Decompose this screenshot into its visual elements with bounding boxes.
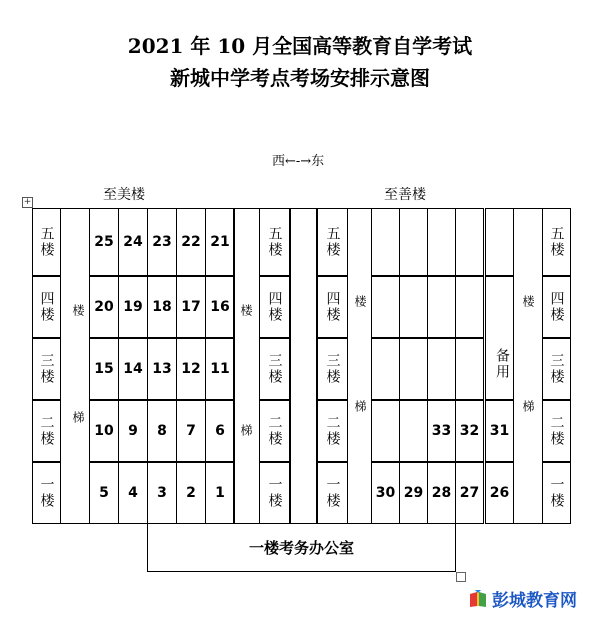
room-cell-left	[118, 208, 148, 276]
room-cell-left-label: 2	[186, 485, 196, 501]
room-cell-left	[89, 208, 119, 276]
room-cell-left-label: 22	[181, 234, 201, 250]
seating-map-grid	[32, 208, 571, 524]
floor-label-3-2-label: 三楼	[548, 353, 565, 385]
floor-label-0-3-label: 二楼	[38, 415, 55, 447]
building-label-right: 至善楼	[384, 187, 426, 203]
room-cell-left-label: 11	[210, 361, 230, 377]
table-resize-handle-icon[interactable]	[456, 572, 466, 582]
room-cell-right-label: 27	[459, 485, 480, 501]
title-line-1: 2021 年 10 月全国高等教育自学考试	[127, 34, 473, 58]
stairwell-0	[60, 208, 90, 524]
room-cell-left	[176, 276, 206, 338]
stair-label-top: 楼	[239, 304, 253, 316]
floor-label-1-0-label: 五楼	[266, 226, 283, 258]
room-cell-right	[371, 208, 400, 276]
room-cell-left-label: 9	[128, 423, 138, 439]
room-cell-right	[427, 208, 456, 276]
floor-label-2-4-label: 一楼	[324, 477, 341, 509]
room-cell-left-label: 21	[210, 234, 230, 250]
room-cell-left-label: 18	[152, 299, 172, 315]
floor-label-3-3	[542, 400, 571, 462]
room-cell-left	[89, 462, 119, 524]
room-cell-left-label: 14	[123, 361, 143, 377]
floor-label-0-0	[32, 208, 61, 276]
room-cell-right-label: 33	[431, 423, 452, 439]
title-line-2: 新城中学考点考场安排示意图	[170, 66, 430, 90]
room-cell-left	[89, 400, 119, 462]
room-cell-right-label: 29	[403, 485, 424, 501]
compass-direction: 西←-→东	[272, 154, 325, 169]
room-cell-right-label: 31	[489, 423, 510, 439]
floor-label-3-0-label: 五楼	[548, 226, 565, 258]
spare-room	[485, 276, 514, 400]
room-cell-left-label: 5	[99, 485, 109, 501]
room-cell-left	[89, 338, 119, 400]
room-cell-left	[89, 276, 119, 338]
room-cell-left	[118, 338, 148, 400]
stair-label-top: 楼	[521, 295, 535, 307]
room-cell-right	[455, 276, 484, 338]
room-cell-left	[176, 338, 206, 400]
room-cell-left-label: 3	[157, 485, 167, 501]
room-cell-left-label: 23	[152, 234, 172, 250]
floor-label-2-3-label: 二楼	[324, 415, 341, 447]
stair-label-bottom: 梯	[353, 400, 367, 412]
room-cell-left-label: 1	[215, 485, 225, 501]
room-cell-left	[147, 400, 177, 462]
room-cell-right	[399, 208, 428, 276]
floor-label-3-3-label: 二楼	[548, 415, 565, 447]
floor-label-0-1	[32, 276, 61, 338]
room-cell-right	[371, 276, 400, 338]
room-cell-left-label: 13	[152, 361, 172, 377]
floor-label-0-3	[32, 400, 61, 462]
floor-label-3-2	[542, 338, 571, 400]
room-cell-left-label: 4	[128, 485, 138, 501]
floor-label-3-0	[542, 208, 571, 276]
room-cell-right-label: 30	[375, 485, 396, 501]
room-cell-right-label: 26	[489, 485, 510, 501]
stairwell-1	[233, 208, 260, 524]
floor-label-1-1	[259, 276, 290, 338]
stairwell-2	[347, 208, 372, 524]
room-cell-right	[485, 462, 514, 524]
room-cell-right	[455, 208, 484, 276]
room-cell-left-label: 15	[94, 361, 114, 377]
room-cell-right	[427, 276, 456, 338]
room-cell-left	[205, 338, 235, 400]
room-cell-left-label: 8	[157, 423, 167, 439]
room-cell-left	[205, 208, 235, 276]
stair-label-top: 楼	[71, 304, 85, 316]
room-cell-right	[455, 400, 484, 462]
book-icon	[468, 590, 488, 608]
room-cell-right	[427, 338, 456, 400]
floor-label-2-1	[317, 276, 348, 338]
floor-label-0-2	[32, 338, 61, 400]
room-cell-right	[399, 338, 428, 400]
floor-label-2-1-label: 四楼	[324, 291, 341, 323]
room-cell-left-label: 19	[123, 299, 143, 315]
room-cell-left	[118, 276, 148, 338]
floor-label-1-4-label: 一楼	[266, 477, 283, 509]
floor-label-1-2-label: 三楼	[266, 353, 283, 385]
room-cell-left	[118, 462, 148, 524]
floor-label-2-0	[317, 208, 348, 276]
floor-label-0-4	[32, 462, 61, 524]
floor-label-3-4-label: 一楼	[548, 477, 565, 509]
room-cell-right	[427, 400, 456, 462]
floor-label-3-4	[542, 462, 571, 524]
room-cell-right	[399, 400, 428, 462]
floor-label-1-3-label: 二楼	[266, 415, 283, 447]
room-cell-left-label: 10	[94, 423, 114, 439]
floor-label-0-4-label: 一楼	[38, 477, 55, 509]
room-cell-right	[485, 208, 514, 276]
floor-label-2-0-label: 五楼	[324, 226, 341, 258]
exam-office: 一楼考务办公室	[147, 524, 456, 572]
corridor-gap	[290, 208, 317, 524]
floor-label-0-2-label: 三楼	[38, 353, 55, 385]
floor-label-2-2-label: 三楼	[324, 353, 341, 385]
floor-label-0-0-label: 五楼	[38, 226, 55, 258]
stair-label-bottom: 梯	[521, 400, 535, 412]
room-cell-right	[371, 338, 400, 400]
room-cell-left	[205, 400, 235, 462]
room-cell-right	[427, 462, 456, 524]
floor-label-1-0	[259, 208, 290, 276]
room-cell-left	[176, 400, 206, 462]
floor-label-3-1-label: 四楼	[548, 291, 565, 323]
room-cell-left	[118, 400, 148, 462]
floor-label-2-4	[317, 462, 348, 524]
room-cell-left	[147, 462, 177, 524]
floor-label-1-3	[259, 400, 290, 462]
room-cell-right	[399, 462, 428, 524]
floor-label-1-4	[259, 462, 290, 524]
room-cell-right-label: 28	[431, 485, 452, 501]
room-cell-left-label: 20	[94, 299, 114, 315]
room-cell-left-label: 12	[181, 361, 201, 377]
stair-label-bottom: 梯	[239, 424, 253, 436]
room-cell-right	[371, 400, 400, 462]
room-cell-left	[176, 208, 206, 276]
watermark-text: 彭城教育网	[492, 591, 577, 611]
floor-label-1-2	[259, 338, 290, 400]
floor-label-1-1-label: 四楼	[266, 291, 283, 323]
room-cell-right	[455, 462, 484, 524]
room-cell-left	[205, 276, 235, 338]
building-label-left: 至美楼	[103, 187, 145, 203]
room-cell-left	[147, 276, 177, 338]
watermark-logo	[468, 586, 577, 611]
floor-label-2-2	[317, 338, 348, 400]
room-cell-left-label: 25	[94, 234, 114, 250]
room-cell-left-label: 16	[210, 299, 230, 315]
room-cell-left	[176, 462, 206, 524]
spare-room-label: 备用	[494, 348, 510, 380]
room-cell-left-label: 7	[186, 423, 196, 439]
stairwell-3	[513, 208, 543, 524]
room-cell-left-label: 24	[123, 234, 143, 250]
room-cell-left	[147, 208, 177, 276]
room-cell-left-label: 17	[181, 299, 201, 315]
room-cell-left	[147, 338, 177, 400]
floor-label-2-3	[317, 400, 348, 462]
room-cell-right	[485, 400, 514, 462]
room-cell-right	[399, 276, 428, 338]
stair-label-top: 楼	[353, 295, 367, 307]
room-cell-right	[455, 338, 484, 400]
floor-label-3-1	[542, 276, 571, 338]
stair-label-bottom: 梯	[71, 411, 85, 423]
room-cell-left-label: 6	[215, 423, 225, 439]
room-cell-right	[371, 462, 400, 524]
floor-label-0-1-label: 四楼	[38, 291, 55, 323]
room-cell-left	[205, 462, 235, 524]
table-move-handle-icon[interactable]: +	[23, 197, 32, 207]
room-cell-right-label: 32	[459, 423, 480, 439]
